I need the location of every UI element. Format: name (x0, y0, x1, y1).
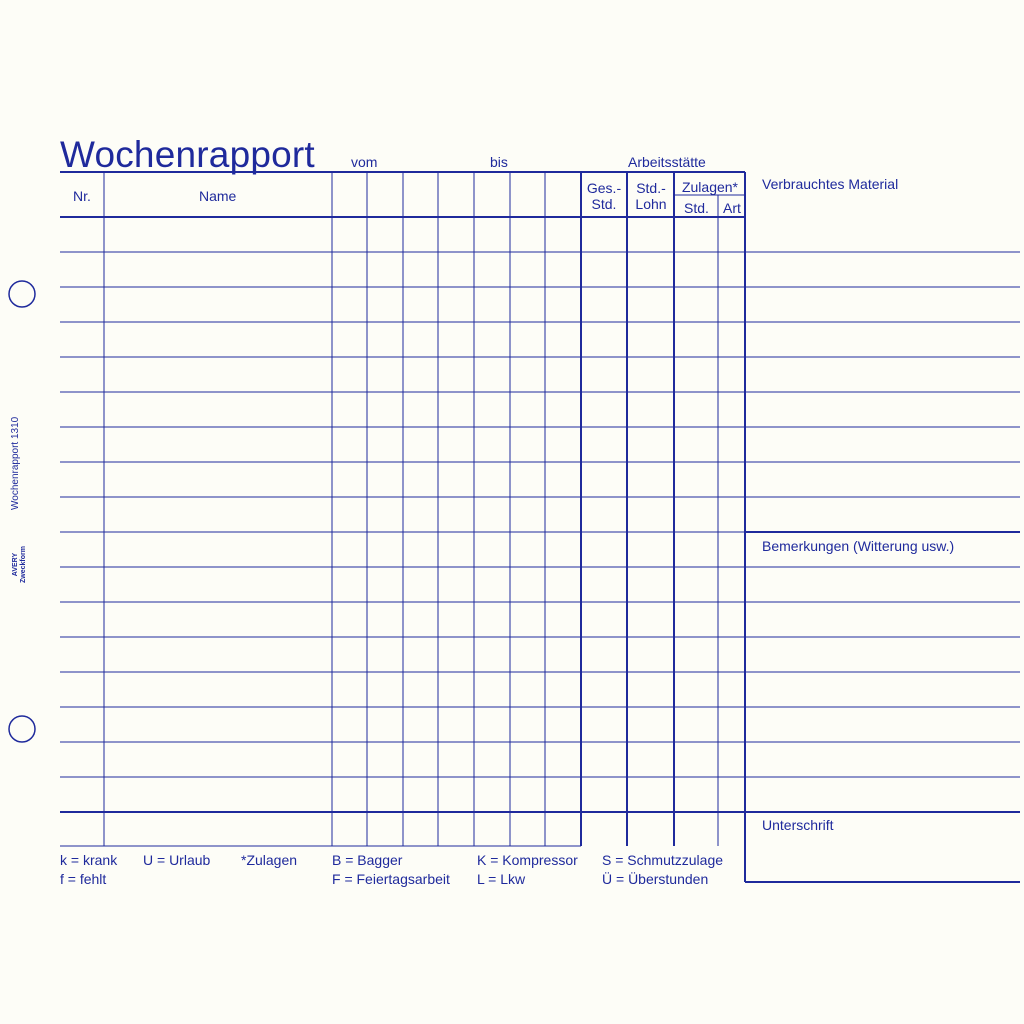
col-zulagen-art: Art (723, 200, 741, 216)
legend-zulagen: *Zulagen (241, 852, 298, 868)
legend-s: S = Schmutzzulage (602, 852, 724, 868)
legend-fa: F = Feiertagsarbeit (332, 871, 450, 887)
col-zulagen: Zulagen* (681, 179, 739, 195)
remarks-label: Bemerkungen (Witterung usw.) (762, 538, 955, 554)
col-name: Name (199, 188, 237, 204)
vom-label: vom (351, 154, 378, 170)
material-label: Verbrauchtes Material (762, 176, 899, 192)
legend-k: k = krank (60, 852, 118, 868)
col-nr: Nr. (73, 188, 91, 204)
legend-ue: Ü = Überstunden (602, 871, 709, 887)
col-ges-std: Ges.- Std. (586, 180, 622, 212)
site-label: Arbeitsstätte (628, 154, 706, 170)
avery-logo: AVERY Zweckform (12, 546, 27, 583)
punch-hole-bottom (9, 716, 35, 742)
legend-f: f = fehlt (60, 871, 107, 887)
signature-label: Unterschrift (762, 817, 834, 833)
legend-lkw: L = Lkw (477, 871, 526, 887)
col-std-lohn: Std.- Lohn (635, 180, 667, 212)
col-zulagen-std: Std. (684, 200, 709, 216)
legend-kompressor: K = Kompressor (477, 852, 578, 868)
legend-b: B = Bagger (332, 852, 403, 868)
bis-label: bis (490, 154, 508, 170)
form-number: Wochenrapport 1310 (10, 416, 21, 510)
form-title: Wochenrapport (60, 134, 315, 175)
legend-u: U = Urlaub (143, 852, 211, 868)
punch-hole-top (9, 281, 35, 307)
